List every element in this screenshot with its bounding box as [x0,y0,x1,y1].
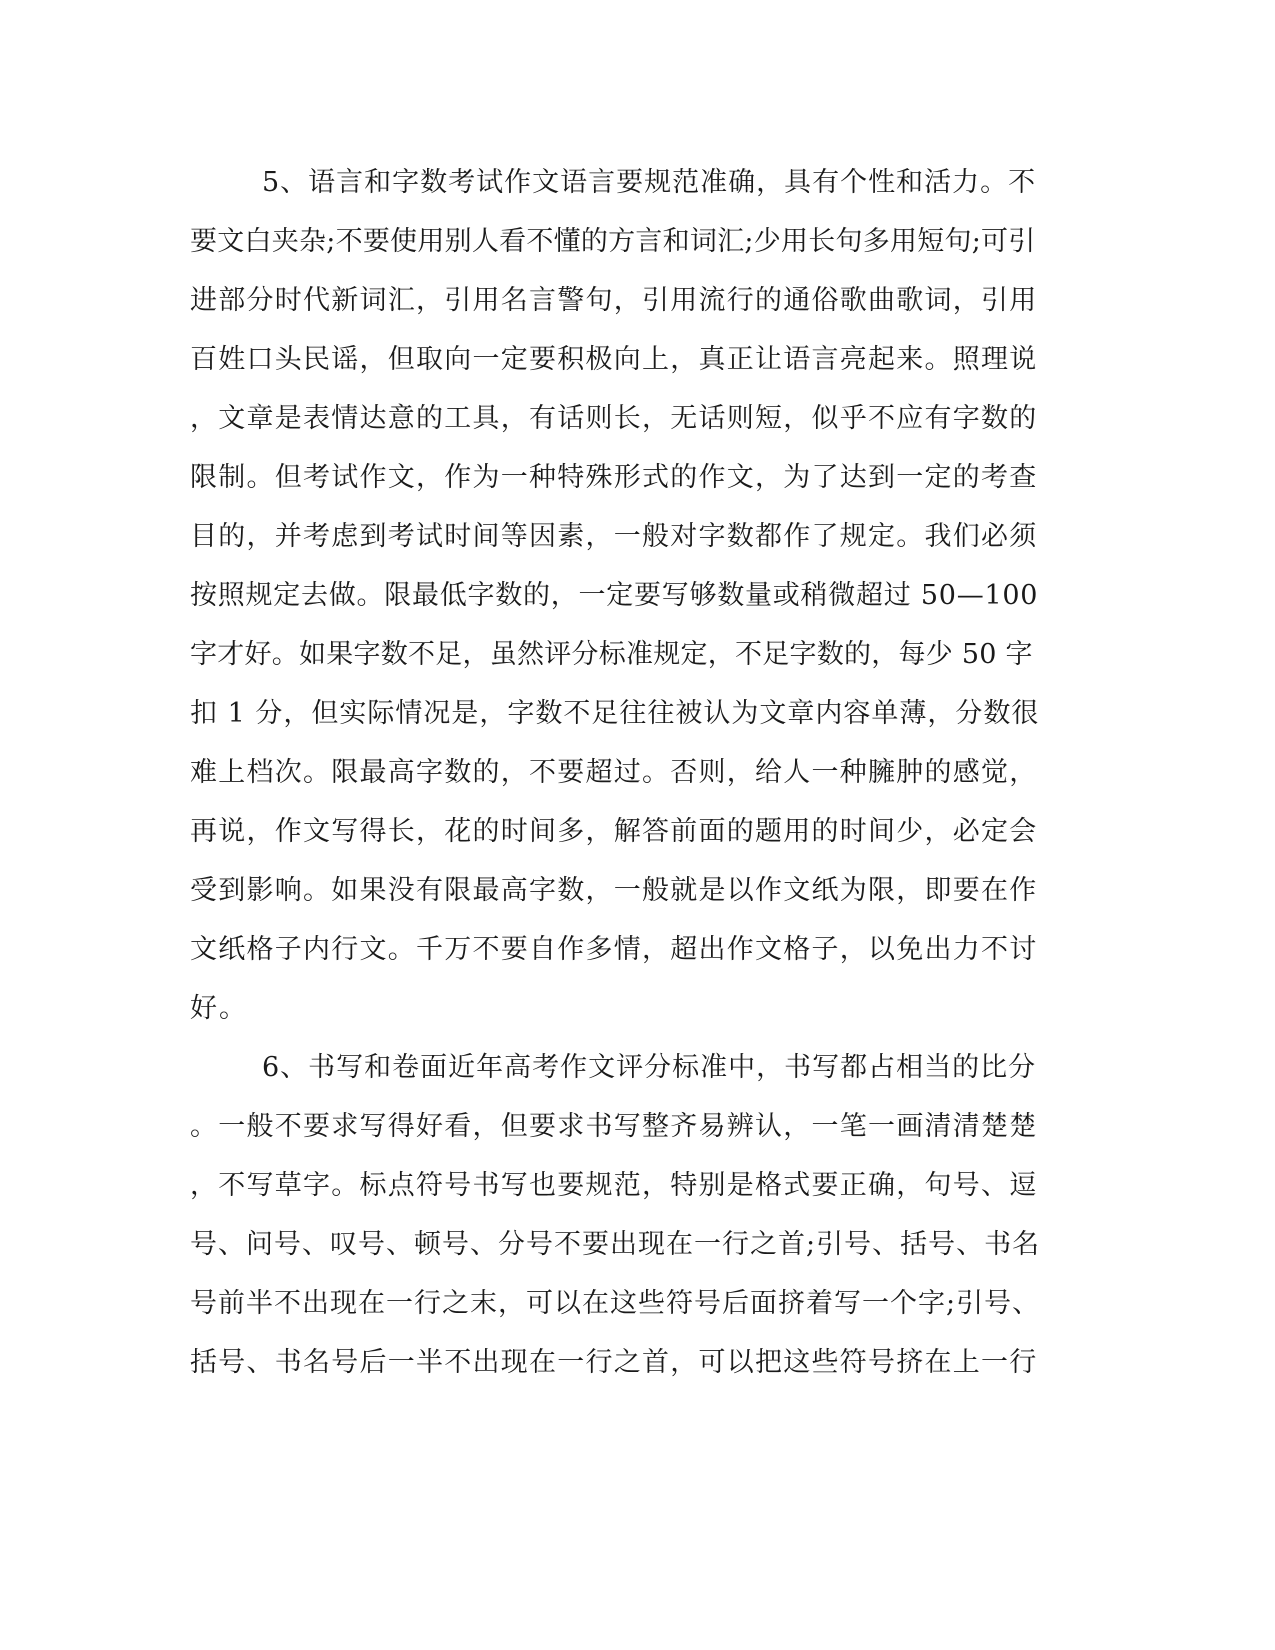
paragraph-6-line-6: 括号、书名号后一半不出现在一行之首，可以把这些符号挤在上一行 [190,1347,1038,1378]
paragraph-6-line-1: 6、书写和卷面近年高考作文评分标准中，书写都占相当的比分 [262,1052,1037,1083]
paragraph-5-line-4: 百姓口头民谣，但取向一定要积极向上，真正让语言亮起来。照理说 [190,344,1038,375]
paragraph-5-line-7: 目的，并考虑到考试时间等因素，一般对字数都作了规定。我们必须 [190,521,1038,552]
paragraph-5-line-3: 进部分时代新词汇，引用名言警句，引用流行的通俗歌曲歌词，引用 [190,285,1038,316]
paragraph-5-line-10: 扣 1 分，但实际情况是，字数不足往往被认为文章内容单薄，分数很 [190,698,1040,729]
paragraph-5-line-14: 文纸格子内行文。千万不要自作多情，超出作文格子，以免出力不讨 [190,934,1038,965]
paragraph-5-line-5: ，文章是表情达意的工具，有话则长，无话则短，似乎不应有字数的 [190,403,1038,434]
paragraph-5-line-9: 字才好。如果字数不足，虽然评分标准规定，不足字数的，每少 50 字 [190,639,1033,670]
paragraph-5-line-11: 难上档次。限最高字数的，不要超过。否则，给人一种臃肿的感觉， [190,757,1038,788]
paragraph-5-line-12: 再说，作文写得长，花的时间多，解答前面的题用的时间少，必定会 [190,816,1038,847]
paragraph-5-line-8: 按照规定去做。限最低字数的，一定要写够数量或稍微超过 50—100 [190,580,1039,611]
paragraph-5-line-2: 要文白夹杂;不要使用别人看不懂的方言和词汇;少用长句多用短句;可引 [190,226,1036,257]
paragraph-5-line-6: 限制。但考试作文，作为一种特殊形式的作文，为了达到一定的考查 [190,462,1038,493]
paragraph-5-line-13: 受到影响。如果没有限最高字数，一般就是以作文纸为限，即要在作 [190,875,1038,906]
paragraph-6-line-2: 。一般不要求写得好看，但要求书写整齐易辨认，一笔一画清清楚楚 [190,1111,1038,1142]
paragraph-5-line-1: 5、语言和字数考试作文语言要规范准确，具有个性和活力。不 [262,167,1037,198]
paragraph-5-line-15: 好。 [190,993,248,1024]
paragraph-6-line-5: 号前半不出现在一行之末，可以在这些符号后面挤着写一个字;引号、 [190,1288,1041,1319]
paragraph-6-line-3: ，不写草字。标点符号书写也要规范，特别是格式要正确，句号、逗 [190,1170,1038,1201]
paragraph-6-line-4: 号、问号、叹号、顿号、分号不要出现在一行之首;引号、括号、书名 [190,1229,1041,1260]
